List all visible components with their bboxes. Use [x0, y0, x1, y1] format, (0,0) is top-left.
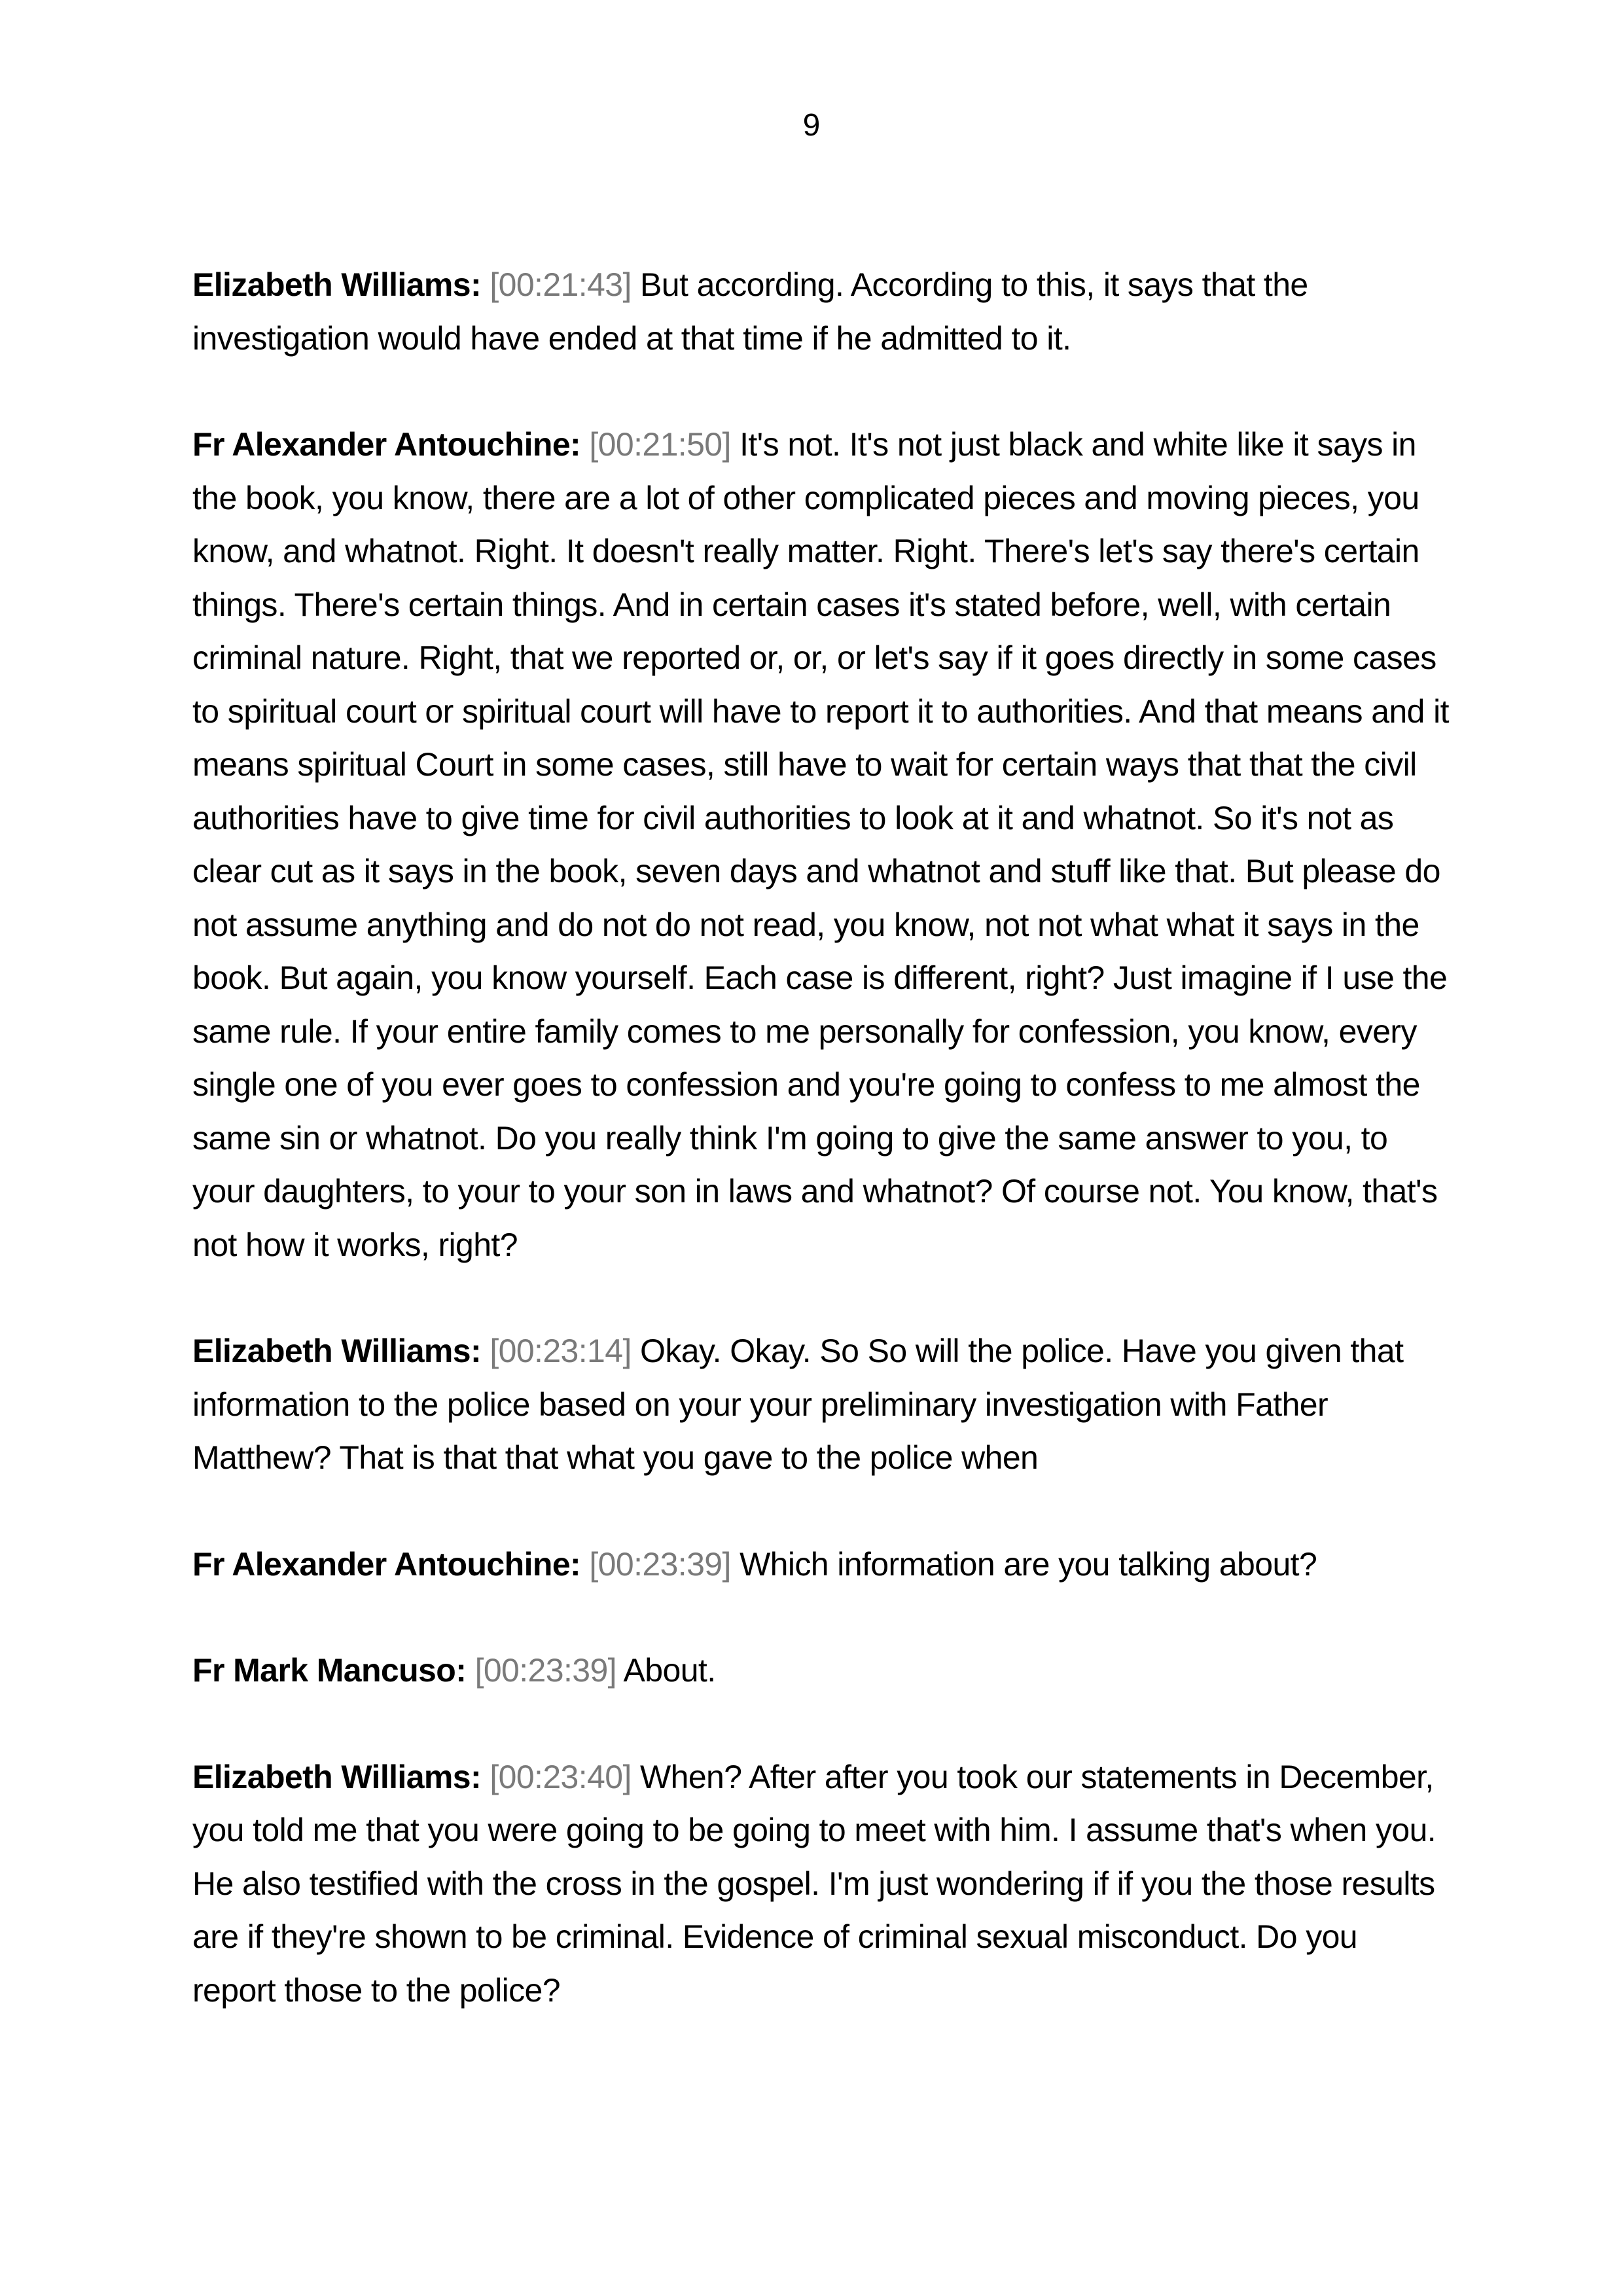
timestamp: [00:23:14]	[490, 1333, 632, 1369]
transcript-turn	[192, 1751, 1449, 2018]
timestamp: [00:21:43]	[490, 266, 632, 303]
transcript-body	[192, 259, 1449, 2070]
speaker-name: Elizabeth Williams:	[192, 1333, 482, 1369]
speaker-name: Elizabeth Williams:	[192, 266, 482, 303]
transcript-turn	[192, 418, 1449, 1272]
timestamp: [00:23:40]	[490, 1758, 632, 1795]
utterance-text: It's not. It's not just black and white like it says in the book, you know, there are a lot of other complicated pieces and moving pieces, you know, and whatnot. Right. It doesn't really matter. Right. There's let's say there's certain things. There's certain things. And in certain cases it's stated before, well, with certain criminal nature. Right, that we reported or, or, or let's say if it goes directly in some cases to spiritual court or spiritual court will have to report it to authorities. And that means and it means spiritual Court in some cases, still have to wait for certain ways that that the civil authorities have to give time for civil authorities to look at it and whatnot. So it's not as clear cut as it says in the book, seven days and whatnot and stuff like that. But please do not assume anything and do not do not read, you know, not not what what it says in the book. But again, you know yourself. Each case is different, right? Just imagine if I use the same rule. If your entire family comes to me personally for confession, you know, every single one of you ever goes to confession and you're going to confess to me almost the same sin or whatnot. Do you really think I'm going to give the same answer to you, to your daughters, to your to your son in laws and whatnot? Of course not. You know, that's not how it works, right?	[192, 426, 1449, 1263]
speaker-name: Fr Alexander Antouchine:	[192, 1545, 581, 1583]
speaker-name: Fr Alexander Antouchine:	[192, 426, 581, 463]
timestamp: [00:21:50]	[589, 426, 731, 463]
timestamp: [00:23:39]	[474, 1652, 616, 1689]
page-number: 9	[802, 108, 821, 143]
timestamp: [00:23:39]	[589, 1545, 731, 1583]
transcript-turn	[192, 259, 1449, 365]
speaker-name: Fr Mark Mancuso:	[192, 1652, 467, 1689]
utterance-text: Which information are you talking about?	[740, 1545, 1317, 1583]
utterance-text: But according. According to this, it says that the investigation would have ended at that time if he admitted to it.	[192, 266, 1308, 357]
transcript-turn	[192, 1644, 1449, 1698]
speaker-name: Elizabeth Williams:	[192, 1758, 482, 1795]
utterance-text: When? After after you took our statements in December, you told me that you were going to be going to meet with him. I assume that's when you. He also testified with the cross in the gospel. I'm just wondering if if you the those results are if they're shown to be criminal. Evidence of criminal sexual misconduct. Do you report those to the police?	[192, 1758, 1436, 2009]
utterance-text: Okay. Okay. So So will the police. Have you given that information to the police based on your your preliminary investigation with Father Matthew? That is that that what you gave to the police when	[192, 1333, 1404, 1476]
transcript-turn	[192, 1325, 1449, 1485]
transcript-turn	[192, 1538, 1449, 1592]
utterance-text: About.	[623, 1652, 716, 1689]
